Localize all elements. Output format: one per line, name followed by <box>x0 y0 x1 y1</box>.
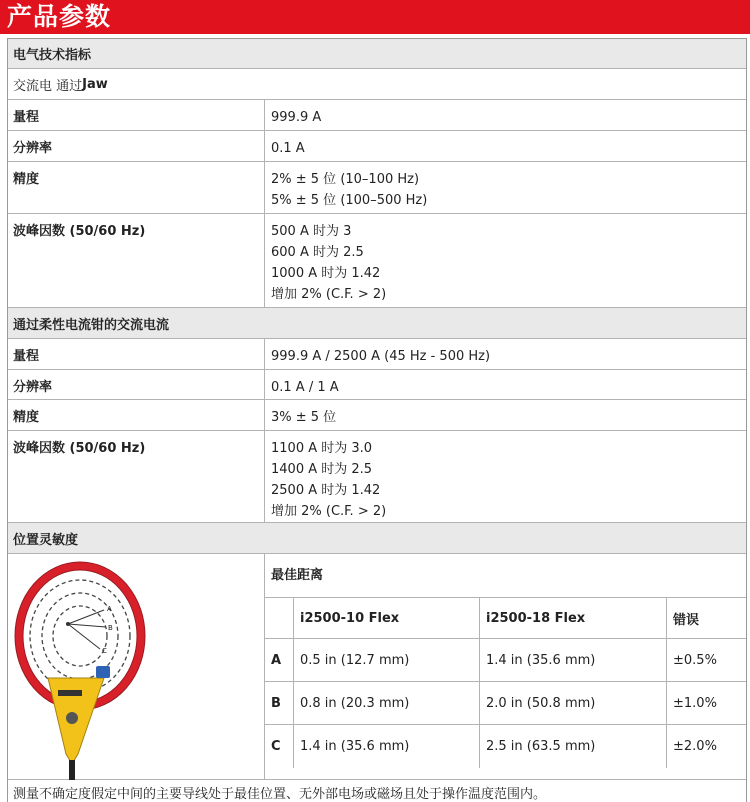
table-cell: 1.4 in (35.6 mm) <box>294 725 480 768</box>
spec-label: 精度 <box>8 162 265 213</box>
spec-row-flex-accuracy <box>8 400 746 431</box>
spec-label: 波峰因数 (50/60 Hz) <box>8 431 265 522</box>
diagram-label-a: A <box>107 605 112 613</box>
table-cell: 2.5 in (63.5 mm) <box>480 725 667 768</box>
spec-row-flex-crest <box>8 431 746 523</box>
section-electrical <box>8 38 746 69</box>
spec-line: 1000 A 时为 1.42 <box>271 266 381 281</box>
spec-line: 500 A 时为 3 <box>271 224 352 239</box>
arrow-b <box>68 624 106 627</box>
spec-value: 0.1 A / 1 A <box>271 380 339 395</box>
row-key: A <box>265 639 294 682</box>
spec-label: 分辨率 <box>8 370 265 399</box>
column-header: 错误 <box>667 598 746 639</box>
spec-line: 2% ± 5 位 (10–100 Hz) <box>271 172 420 187</box>
section-ac-jaw <box>8 69 746 100</box>
probe-label-plate <box>58 690 82 696</box>
table-cell: 2.0 in (50.8 mm) <box>480 682 667 725</box>
section-position <box>8 523 746 554</box>
spec-line: 2500 A 时为 1.42 <box>271 483 381 498</box>
diagram-label-b: B <box>108 624 113 632</box>
spec-value: 999.9 A / 2500 A (45 Hz - 500 Hz) <box>271 349 491 364</box>
spec-value <box>265 214 746 307</box>
row-key: B <box>265 682 294 725</box>
page-title: 产品参数 <box>7 2 112 31</box>
position-sensitivity <box>8 554 746 780</box>
table-cell: ±0.5% <box>667 639 746 682</box>
spec-row-jaw-crest <box>8 214 746 308</box>
spec-label: 精度 <box>8 400 265 430</box>
spec-line: 1400 A 时为 2.5 <box>271 462 373 477</box>
spec-label: 分辨率 <box>8 131 265 161</box>
table-cell: 0.5 in (12.7 mm) <box>294 639 480 682</box>
distance-grid <box>265 598 746 768</box>
diagram-label-c: C <box>102 647 107 655</box>
arrow-c <box>68 624 100 649</box>
row-key: C <box>265 725 294 768</box>
spec-value: 999.9 A <box>271 110 322 125</box>
section-title: 电气技术指标 <box>13 48 92 63</box>
probe-cable <box>69 760 75 780</box>
best-distance-title: 最佳距离 <box>265 554 746 598</box>
spec-line: 增加 2% (C.F. > 2) <box>271 287 387 302</box>
spec-row-flex-resolution <box>8 370 746 400</box>
spec-line: 1100 A 时为 3.0 <box>271 441 373 456</box>
column-header: i2500-10 Flex <box>294 598 480 639</box>
spec-label: 波峰因数 (50/60 Hz) <box>8 214 265 307</box>
spec-label: 量程 <box>8 339 265 369</box>
spec-row-jaw-accuracy <box>8 162 746 214</box>
spec-line: 5% ± 5 位 (100–500 Hz) <box>271 193 428 208</box>
flex-probe-diagram <box>8 554 265 779</box>
spec-row-jaw-resolution <box>8 131 746 162</box>
spec-line: 600 A 时为 2.5 <box>271 245 364 260</box>
probe-connector <box>96 666 110 678</box>
section-ac-flex <box>8 308 746 339</box>
header-banner <box>0 0 750 34</box>
spec-value <box>265 431 746 522</box>
section-title-jaw: Jaw <box>82 76 108 92</box>
spec-value: 0.1 A <box>271 141 305 156</box>
spec-table <box>7 38 747 802</box>
ring-c <box>30 580 130 692</box>
table-cell: 0.8 in (20.3 mm) <box>294 682 480 725</box>
spec-label: 量程 <box>8 100 265 130</box>
probe-center-hole <box>66 712 78 724</box>
spec-line: 增加 2% (C.F. > 2) <box>271 504 387 519</box>
spec-row-flex-range <box>8 339 746 370</box>
table-cell: 1.4 in (35.6 mm) <box>480 639 667 682</box>
section-title: 位置灵敏度 <box>13 532 79 548</box>
ring-a <box>53 606 107 666</box>
arrow-a <box>68 610 104 624</box>
footnote: 测量不确定度假定中间的主要导线处于最佳位置、无外部电场或磁场且处于操作温度范围内。 <box>8 780 746 802</box>
section-title: 通过柔性电流钳的交流电流 <box>13 317 170 333</box>
best-distance-table <box>265 554 746 779</box>
spec-value: 3% ± 5 位 <box>271 410 337 425</box>
grid-corner <box>265 598 294 639</box>
column-header: i2500-18 Flex <box>480 598 667 639</box>
center-point <box>66 622 70 626</box>
section-title: 交流电 通过 <box>13 78 83 94</box>
table-cell: ±2.0% <box>673 739 717 754</box>
spec-row-jaw-range <box>8 100 746 131</box>
spec-value <box>265 162 746 213</box>
flex-probe-illustration <box>8 554 264 780</box>
table-cell: ±1.0% <box>667 682 746 725</box>
